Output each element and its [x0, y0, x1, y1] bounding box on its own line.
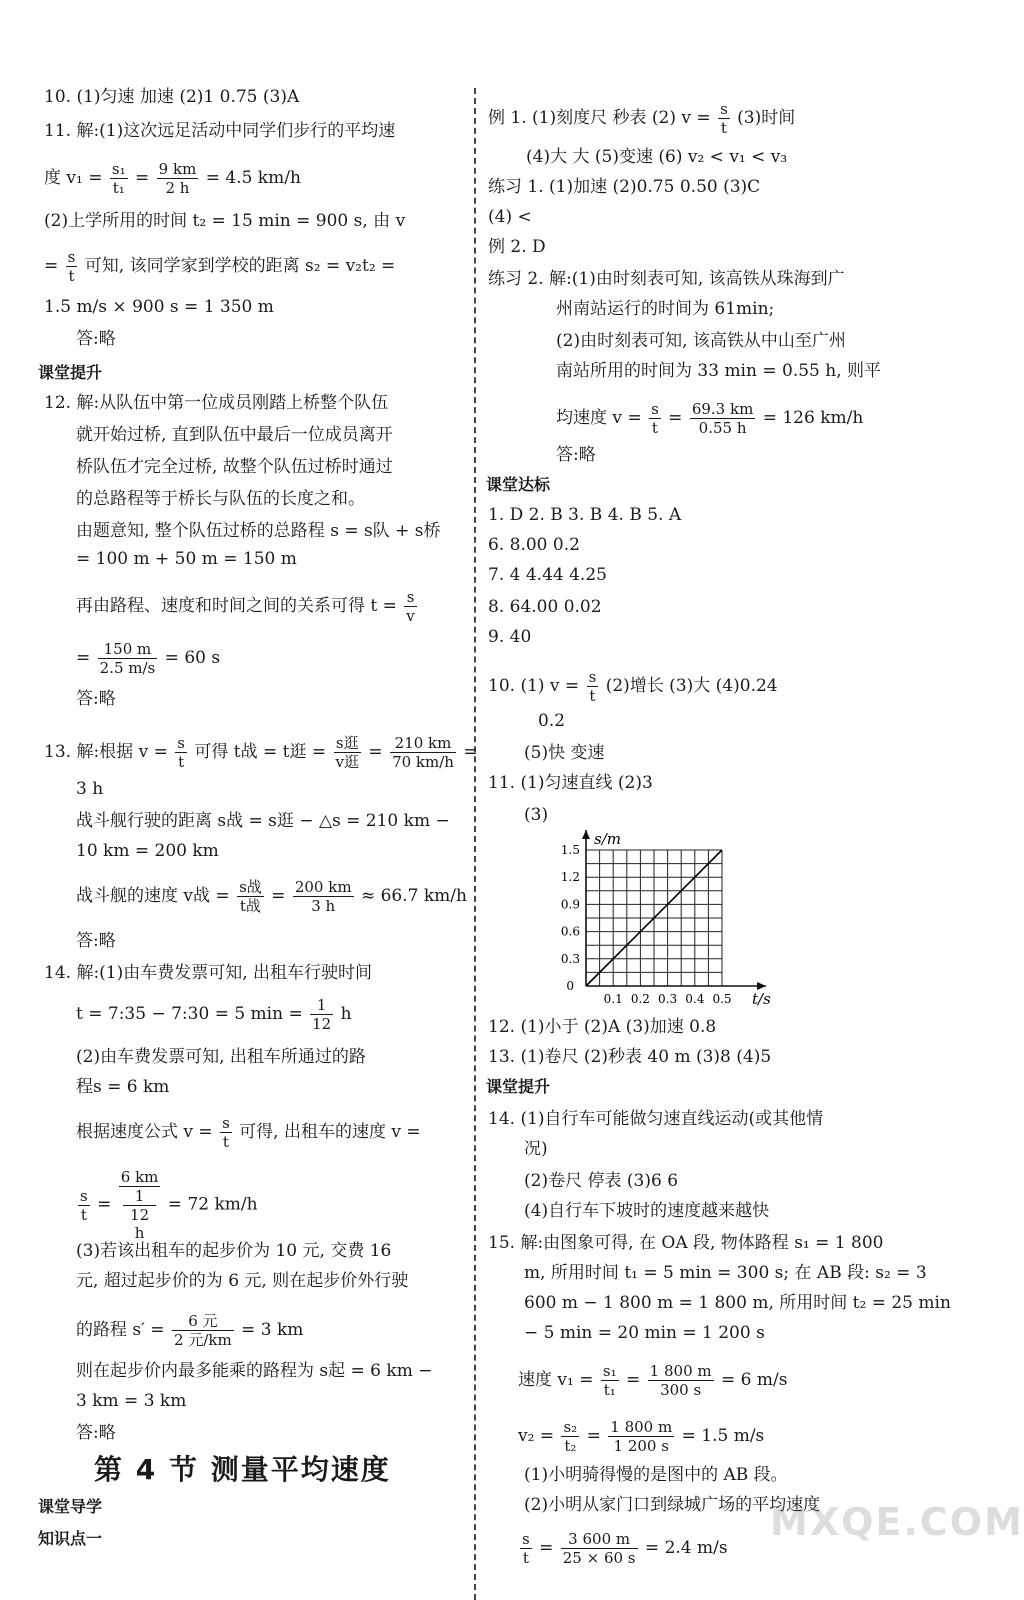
answer-13-line4: 10 km = 200 km	[76, 841, 219, 861]
answer-11-line4: = $\frac{s}{t}$ 可知, 该同学家到学校的距离 s₂ = v₂t₂ =	[44, 248, 396, 285]
practice-2-line4: 南站所用的时间为 33 min = 0.55 h, 则平	[556, 361, 882, 381]
answer-12-line2: 就开始过桥, 直到队伍中最后一位成员离开	[76, 425, 393, 445]
answer-12-line7: 再由路程、速度和时间之间的关系可得 t = $\frac{s}{v}$	[76, 588, 415, 625]
answer-14-line9: 的路程 s′ = $\frac{\text{6 元}}{\text{2 元/km}}$ = 3 km	[76, 1312, 304, 1349]
heading-ketang-daoxue: 课堂导学	[38, 1497, 103, 1516]
answer-14-line1: 14. (1)自行车可能做匀速直线运动(或其他情	[488, 1109, 824, 1129]
answer-12-line6: = 100 m + 50 m = 150 m	[76, 549, 297, 569]
answer-15-line1: 15. 解:由图象可得, 在 OA 段, 物体路程 s₁ = 1 800	[488, 1233, 884, 1253]
answer-12-line8: = $\frac{150 m}{2.5 m/s}$ = 60 s	[76, 640, 221, 677]
answer-11-line1: 11. 解:(1)这次远足活动中同学们步行的平均速	[44, 121, 396, 141]
answer-10-line2: 0.2	[538, 711, 566, 731]
answer-13-line3: 战斗舰行驶的距离 s战 = s逛 − △s = 210 km −	[76, 811, 450, 831]
answer-15-line7: (1)小明骑得慢的是图中的 AB 段。	[524, 1465, 788, 1485]
y-tick-label: 0.3	[560, 951, 580, 966]
answer-11-line5: 1.5 m/s × 900 s = 1 350 m	[44, 297, 274, 317]
answer-14-line5: 根据速度公式 v = $\frac{s}{t}$ 可得, 出租车的速度 v =	[76, 1114, 421, 1151]
fraction: $\frac{\text{s₁}}{\text{t₁}}$	[111, 160, 126, 197]
answer-12-line1: 12. 解:从队伍中第一位成员刚踏上桥整个队伍	[44, 393, 389, 413]
watermark: MXQE.COM	[770, 1500, 1024, 1544]
heading-ketang-dabiao: 课堂达标	[486, 475, 551, 494]
answer-13-line5: 战斗舰的速度 v战 = $\frac{\text{s战}}{\text{t战}}$ = $\frac{200 km}{3 h}$ ≈ 66.7 km/h	[76, 878, 467, 915]
fraction: $\frac{69.3 km}{0.55 h}$	[691, 400, 754, 437]
answer-6: 6. 8.00 0.2	[488, 535, 580, 555]
answer-14-line2: t = 7:35 − 7:30 = 5 min = $\frac{1}{12}$ h	[76, 996, 352, 1033]
answer-13-line2: 3 h	[76, 779, 104, 799]
answer-7: 7. 4 4.44 4.25	[488, 565, 607, 585]
answer-14-line11: 3 km = 3 km	[76, 1391, 187, 1411]
x-tick-label: 0.4	[685, 992, 705, 1006]
x-axis-label: t/s	[752, 990, 771, 1008]
section-title: 第 4 节 测量平均速度	[94, 1453, 391, 1486]
practice-1-line2: (4) <	[488, 207, 532, 227]
fraction: $\frac{1 800 m}{300 s}$	[649, 1362, 712, 1399]
column-divider	[474, 88, 476, 1600]
y-axis-arrow	[582, 830, 590, 839]
heading-ketang-tisheng: 课堂提升	[38, 363, 103, 382]
answer-11-line2: (3)	[524, 805, 549, 825]
y-tick-label: 0.6	[560, 924, 580, 939]
fraction: $\frac{3 600 m}{25 \times 60 s}$	[562, 1530, 636, 1567]
fraction: $\frac{s}{t}$	[588, 668, 597, 705]
answer-13: 13. (1)卷尺 (2)秒表 40 m (3)8 (4)5	[488, 1047, 772, 1067]
answer-14-line6: $\frac{s}{t}$ = 6 km 1 12 h = 72 km/h	[80, 1168, 258, 1242]
fraction: $\frac{\text{s₁}}{\text{t₁}}$	[602, 1362, 617, 1399]
fraction: $\frac{s}{v}$	[406, 588, 415, 625]
answer-12-line5: 由题意知, 整个队伍过桥的总路程 s = s队 + s桥	[76, 521, 441, 541]
answer-15-line8: (2)小明从家门口到绿城广场的平均速度	[524, 1495, 821, 1515]
fraction: $\frac{1 800 m}{1 200 s}$	[610, 1418, 673, 1455]
s-t-graph	[538, 796, 808, 1012]
fraction: $\frac{s}{t}$	[720, 100, 728, 137]
answer-12: 12. (1)小于 (2)A (3)加速 0.8	[488, 1017, 717, 1037]
y-tick-label: 1.2	[560, 870, 580, 885]
answers-1-5: 1. D 2. B 3. B 4. B 5. A	[488, 505, 682, 525]
fraction: $\frac{s}{t}$	[80, 1186, 88, 1224]
x-tick-label: 0.5	[712, 992, 732, 1006]
fraction: $\frac{1}{12}$	[312, 996, 332, 1033]
x-tick-label: 0.2	[630, 992, 650, 1006]
answer-15-line6: v₂ = $\frac{\text{s₂}}{\text{t₂}}$ = $\frac{1 800 m}{1 200 s}$ = 1.5 m/s	[518, 1418, 765, 1455]
fraction: $\frac{\text{s战}}{\text{t战}}$	[239, 878, 262, 915]
answer-14-line3: (2)卷尺 停表 (3)6 6	[524, 1171, 679, 1191]
fraction: $\frac{\text{s逛}}{\text{v逛}}$	[335, 734, 360, 771]
answer-note: 答:略	[76, 689, 116, 709]
x-axis-arrow	[757, 982, 766, 990]
answer-13-line1: 13. 解:根据 v = $\frac{s}{t}$ 可得 t战 = t逛 = $\frac{\text{s逛}}{\text{v逛}}$ = $\frac{210 km}{70 km/h}$ =	[44, 734, 478, 771]
answer-15-line9: $\frac{s}{t}$ = $\frac{3 600 m}{25 \times 60 s}$ = 2.4 m/s	[522, 1530, 728, 1567]
practice-2-line1: 练习 2. 解:(1)由时刻表可知, 该高铁从珠海到广	[488, 269, 845, 289]
answer-10-line1: 10. (1) v = $\frac{s}{t}$ (2)增长 (3)大 (4)0.24	[488, 668, 778, 705]
heading-zhishidian: 知识点一	[38, 1529, 103, 1548]
heading-ketang-tisheng: 课堂提升	[486, 1077, 551, 1096]
fraction: $\frac{s}{t}$	[67, 248, 76, 285]
answer-10: 10. (1)匀速 加速 (2)1 0.75 (3)A	[44, 87, 300, 107]
answer-12-line3: 桥队伍才完全过桥, 故整个队伍过桥时通过	[76, 457, 393, 477]
example-1-line2: (4)大 大 (5)变速 (6) v₂ < v₁ < v₃	[526, 147, 788, 167]
origin-label: 0	[566, 979, 574, 993]
example-1-line1: 例 1. (1)刻度尺 秒表 (2) v = $\frac{s}{t}$ (3)时间	[488, 100, 796, 137]
practice-1-line1: 练习 1. (1)加速 (2)0.75 0.50 (3)C	[488, 177, 761, 197]
practice-2-line3: (2)由时刻表可知, 该高铁从中山至广州	[556, 331, 846, 351]
y-tick-label: 1.5	[560, 843, 580, 857]
fraction: $\frac{200 km}{3 h}$	[294, 878, 352, 915]
answer-note: 答:略	[76, 1423, 116, 1443]
answer-14-line8: 元, 超过起步价的为 6 元, 则在起步价外行驶	[76, 1271, 409, 1291]
answer-10-line3: (5)快 变速	[524, 743, 605, 763]
fraction: $\frac{s}{t}$	[651, 400, 659, 437]
answer-14-line10: 则在起步价内最多能乘的路程为 s起 = 6 km −	[76, 1361, 433, 1381]
answer-14-line4: (4)自行车下坡时的速度越来越快	[524, 1201, 770, 1221]
answer-note: 答:略	[76, 329, 116, 349]
fraction: $\frac{s}{t}$	[177, 734, 185, 771]
answer-9: 9. 40	[488, 627, 532, 647]
answer-12-line4: 的总路程等于桥长与队伍的长度之和。	[76, 489, 365, 509]
answer-14-line7: (3)若该出租车的起步价为 10 元, 交费 16	[76, 1241, 392, 1261]
answer-15-line4: − 5 min = 20 min = 1 200 s	[524, 1323, 765, 1343]
x-tick-label: 0.3	[658, 992, 678, 1006]
fraction: $\frac{\text{6 元}}{\text{2 元/km}}$	[174, 1312, 232, 1349]
answer-11-line1: 11. (1)匀速直线 (2)3	[488, 773, 653, 793]
answer-15-line5: 速度 v₁ = $\frac{\text{s₁}}{\text{t₁}}$ = $\frac{1 800 m}{300 s}$ = 6 m/s	[518, 1362, 788, 1399]
answer-14-line2: 况)	[524, 1139, 548, 1159]
answer-15-line3: 600 m − 1 800 m = 1 800 m, 所用时间 t₂ = 25 min	[524, 1293, 951, 1313]
x-tick-label: 0.1	[603, 992, 623, 1006]
answer-14-line4: 程s = 6 km	[76, 1077, 170, 1097]
answer-11-line2: 度 v₁ = $\frac{\text{s₁}}{\text{t₁}}$ = $\frac{9 km}{2 h}$ = 4.5 km/h	[44, 160, 301, 197]
answer-11-line3: (2)上学所用的时间 t₂ = 15 min = 900 s, 由 v	[44, 211, 406, 231]
fraction: $\frac{210 km}{70 km/h}$	[392, 734, 454, 771]
answer-note: 答:略	[556, 445, 596, 465]
fraction: $\frac{s}{t}$	[522, 1530, 530, 1567]
fraction: $\frac{\text{s₂}}{\text{t₂}}$	[563, 1418, 578, 1455]
answer-14-line3: (2)由车费发票可知, 出租车所通过的路	[76, 1047, 366, 1067]
practice-2-line5: 均速度 v = $\frac{s}{t}$ = $\frac{69.3 km}{0.55 h}$ = 126 km/h	[556, 400, 864, 437]
fraction: $\frac{9 km}{2 h}$	[158, 160, 197, 197]
y-tick-label: 0.9	[560, 897, 580, 912]
answer-8: 8. 64.00 0.02	[488, 597, 602, 617]
answer-14-line1: 14. 解:(1)由车费发票可知, 出租车行驶时间	[44, 963, 373, 983]
practice-2-line2: 州南站运行的时间为 61min;	[556, 299, 775, 319]
answer-15-line2: m, 所用时间 t₁ = 5 min = 300 s; 在 AB 段: s₂ = 3	[524, 1263, 927, 1283]
compound-fraction: 6 km 1 12 h	[120, 1168, 159, 1242]
example-2: 例 2. D	[488, 237, 546, 257]
fraction: $\frac{150 m}{2.5 m/s}$	[99, 640, 156, 677]
y-axis-label: s/m	[594, 830, 621, 848]
fraction: $\frac{s}{t}$	[222, 1114, 230, 1151]
answer-note: 答:略	[76, 931, 116, 951]
